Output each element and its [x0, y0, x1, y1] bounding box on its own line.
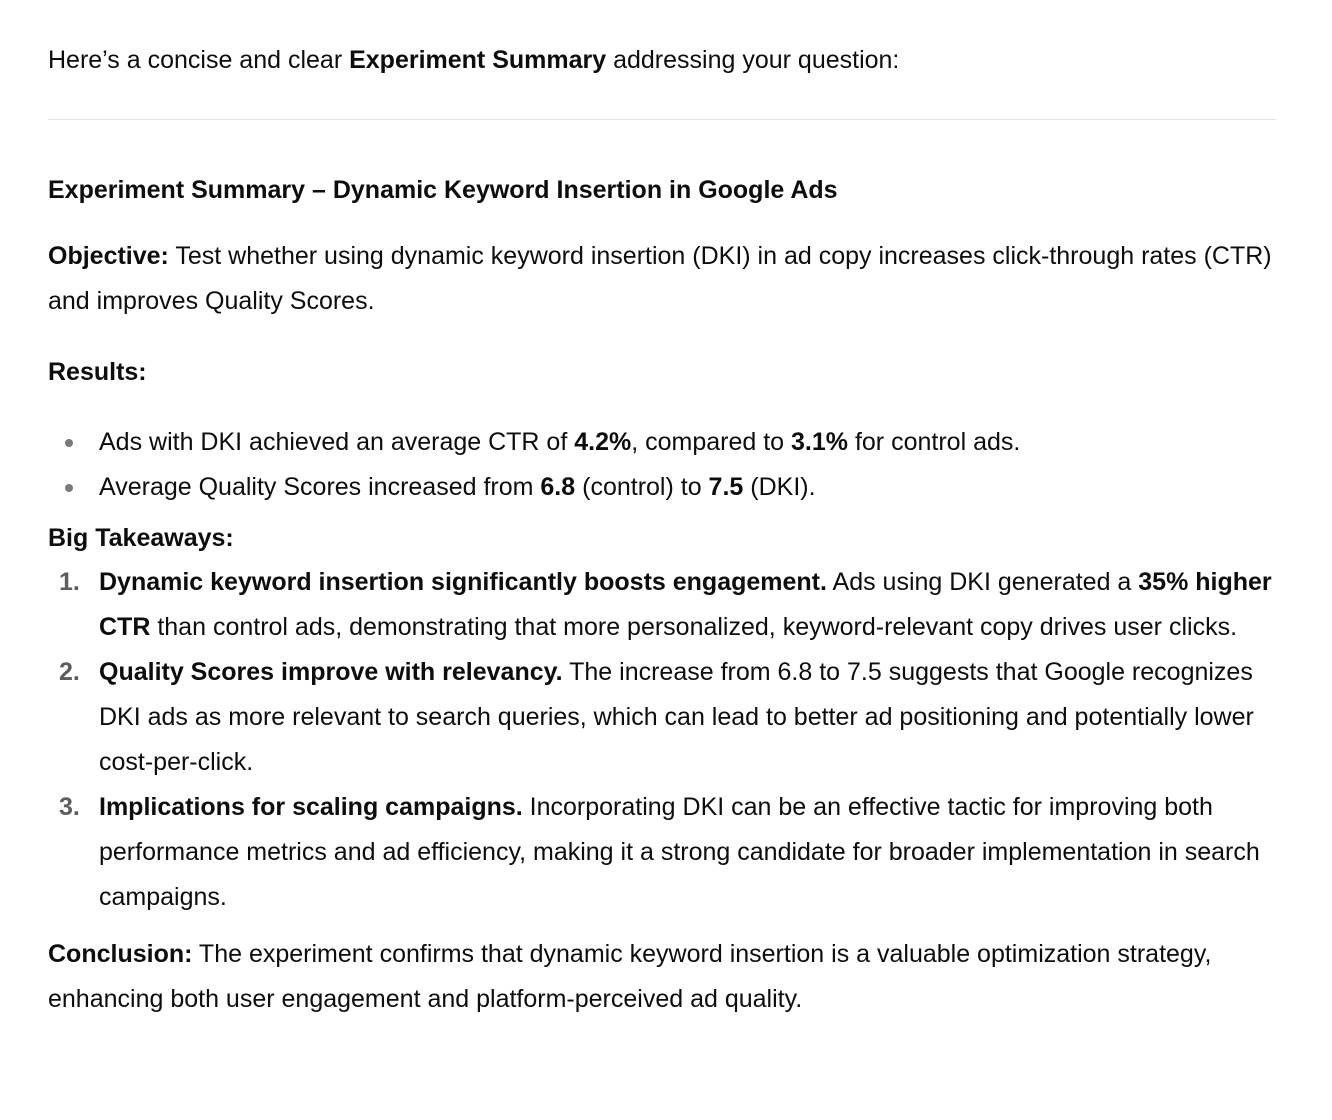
- conclusion-text: The experiment confirms that dynamic keyword insertion is a valuable optimization strategy, enhancing both user engagement and platform-perceived ad quality.: [48, 940, 1212, 1013]
- result-text: Ads with DKI achieved an average CTR of: [99, 428, 575, 456]
- result-value: 6.8: [540, 473, 576, 501]
- takeaways-heading: [48, 522, 1276, 554]
- takeaway-heading: Implications for scaling campaigns.: [99, 793, 523, 821]
- results-heading: [48, 350, 1276, 395]
- result-value: 4.2%: [574, 428, 632, 456]
- list-number: 2.: [59, 658, 80, 686]
- objective-text: Test whether using dynamic keyword insertion (DKI) in ad copy increases click-through rates (CTR) and improves Quality Scores.: [48, 242, 1272, 315]
- bullet-dot-icon: [65, 484, 73, 492]
- summary-title: Experiment Summary – Dynamic Keyword Insertion in Google Ads: [48, 176, 838, 204]
- result-text: , compared to: [631, 428, 792, 456]
- conclusion-label: Conclusion:: [48, 940, 193, 968]
- conclusion-paragraph: [48, 932, 1276, 1022]
- section-divider: [48, 119, 1276, 120]
- result-text: (control) to: [575, 473, 709, 501]
- result-text: (DKI).: [743, 473, 816, 501]
- takeaways-label: Big Takeaways:: [48, 524, 234, 552]
- takeaway-text: than control ads, demonstrating that more personalized, keyword-relevant copy drives user clicks.: [150, 613, 1238, 641]
- intro-text-end: addressing your question:: [606, 46, 900, 74]
- intro-text: Here’s a concise and clear: [48, 46, 350, 74]
- takeaway-heading: Quality Scores improve with relevancy.: [99, 658, 563, 686]
- takeaway-text: Ads using DKI generated a: [826, 568, 1139, 596]
- list-number: 3.: [59, 793, 80, 821]
- bullet-dot-icon: [65, 439, 73, 447]
- list-number: 1.: [59, 568, 80, 596]
- intro-paragraph: [48, 38, 1276, 83]
- list-item: [48, 650, 1276, 785]
- takeaways-list: [48, 560, 1276, 920]
- objective-paragraph: [48, 234, 1276, 324]
- result-text: for control ads.: [848, 428, 1021, 456]
- result-value: 7.5: [708, 473, 744, 501]
- list-item: [48, 560, 1276, 650]
- takeaway-text: The increase from 6.8 to 7.5 suggests that Google recognizes DKI ads as more relevant to search queries, which can lead to better ad positioning and potentially lower cost-per-click.: [99, 658, 1254, 776]
- list-item: [48, 465, 1276, 510]
- assistant-message: [48, 0, 1276, 1022]
- list-item: [48, 420, 1276, 465]
- list-item: [48, 785, 1276, 920]
- results-label: Results:: [48, 358, 147, 386]
- takeaway-text: Incorporating DKI can be an effective tactic for improving both performance metrics and ad efficiency, making it a strong candidate for broader implementation in search campaigns.: [99, 793, 1260, 911]
- takeaway-value: 35% higher CTR: [99, 568, 1272, 641]
- takeaway-heading: Dynamic keyword insertion significantly boosts engagement.: [99, 568, 827, 596]
- result-value: 3.1%: [791, 428, 849, 456]
- intro-bold: Experiment Summary: [349, 46, 607, 74]
- objective-label: Objective:: [48, 242, 169, 270]
- results-list: [48, 420, 1276, 510]
- result-text: Average Quality Scores increased from: [99, 473, 541, 501]
